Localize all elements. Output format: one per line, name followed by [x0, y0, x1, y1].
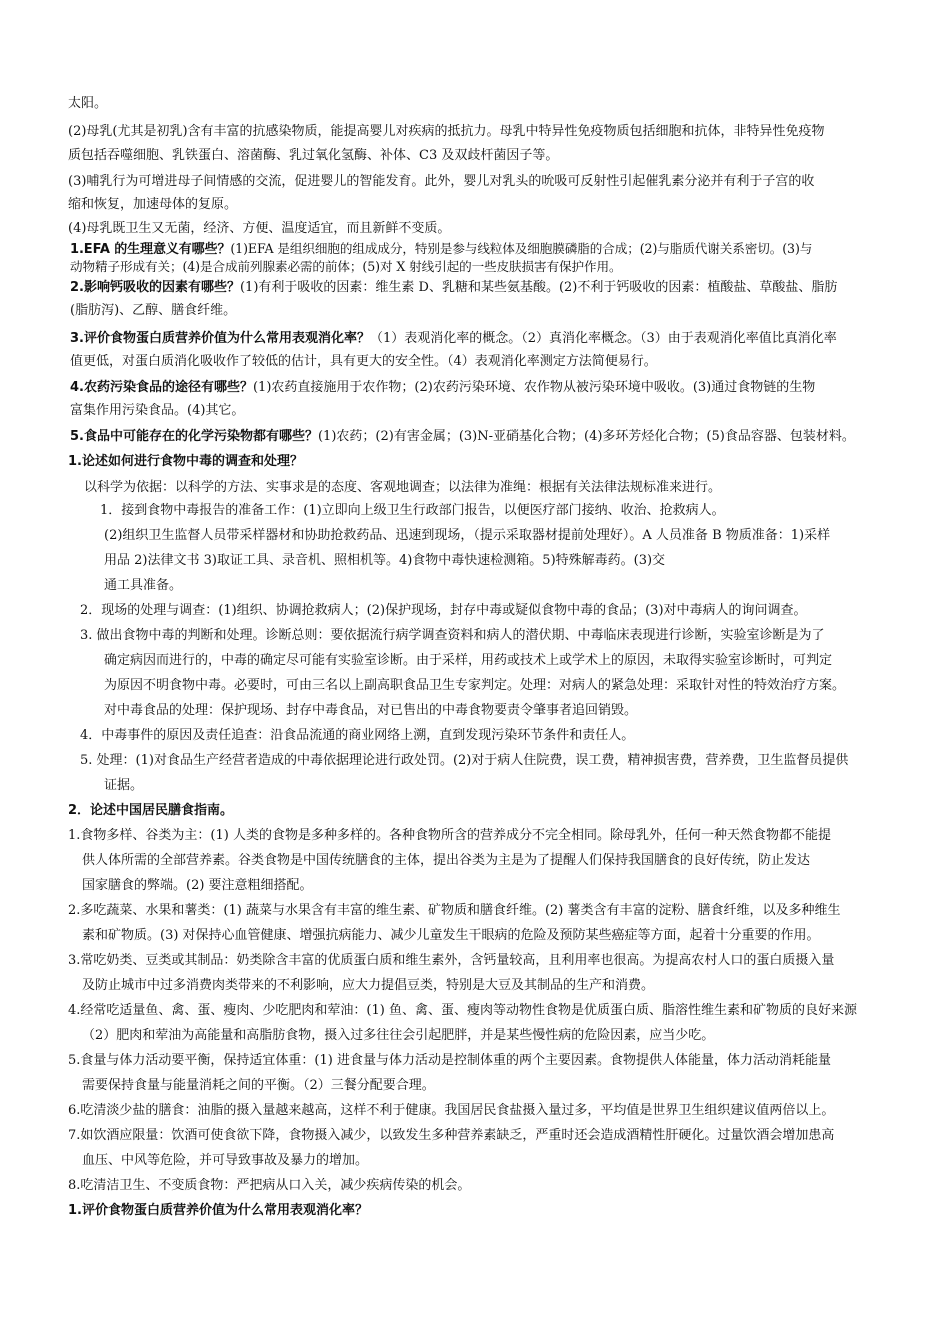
text-line: 确定病因而进行的，中毒的确定尽可能有实验室诊断。由于采样，用药或技术上或学术上的原因，未取得实验室诊断时，可判定	[104, 653, 833, 668]
text-line: 4．中毒事件的原因及责任追查：沿食品流通的商业网络上溯，直到发现污染环节条件和责任人。	[80, 728, 635, 743]
question-line	[70, 330, 837, 348]
text-line: 质包括吞噬细胞、乳铁蛋白、溶菌酶、乳过氧化氢酶、补体、C3 及双歧杆菌因子等。	[68, 148, 559, 163]
text-line: 证据。	[104, 778, 144, 793]
text-line: 4.经常吃适量鱼、禽、蛋、瘦肉、少吃肥肉和荤油：(1) 鱼、禽、蛋、瘦肉等动物性食物是优质蛋白质、脂溶性维生素和矿物质的良好来源	[68, 1003, 857, 1018]
text-line: (4)母乳既卫生又无菌，经济、方便、温度适宜，而且新鲜不变质。	[68, 221, 451, 236]
text-line: 2.多吃蔬菜、水果和薯类：(1) 蔬菜与水果含有丰富的维生素、矿物质和膳食纤维。(2) 薯类含有丰富的淀粉、膳食纤维，以及多种维生	[68, 903, 841, 918]
text-line: 富集作用污染食品。(4)其它。	[70, 403, 245, 418]
text-line: 血压、中风等危险，并可导致事故及暴力的增加。	[82, 1153, 369, 1168]
text-line: 6.吃清淡少盐的膳食：油脂的摄入量越来越高，这样不利于健康。我国居民食盐摄入量过多，平均值是世界卫生组织建议值两倍以上。	[68, 1103, 835, 1118]
question-heading: 4.农药污染食品的途径有哪些？	[70, 380, 253, 395]
text-line: (3)哺乳行为可增进母子间情感的交流，促进婴儿的智能发育。此外，婴儿对乳头的吮吸可反射性引起催乳素分泌并有利于子宫的收	[68, 174, 815, 189]
text-line: 为原因不明食物中毒。必要时，可由三名以上副高职食品卫生专家判定。处理：对病人的紧急处理：采取针对性的特效治疗方案。	[104, 678, 846, 693]
question-answer: (1)农药直接施用于农作物；(2)农药污染环境、农作物从被污染环境中吸收。(3)通过食物链的生物	[252, 380, 816, 395]
text-line: 素和矿物质。(3) 对保持心血管健康、增强抗病能力、减少儿童发生干眼病的危险及预防某些癌症等方面，起着十分重要的作用。	[82, 928, 820, 943]
text-line: 动物精子形成有关；(4)是合成前列腺素必需的前体；(5)对 X 射线引起的一些皮肤损害有保护作用。	[70, 259, 622, 274]
question-heading: 3.评价食物蛋白质营养价值为什么常用表观消化率？	[70, 331, 370, 346]
section-heading: 2．论述中国居民膳食指南。	[68, 803, 234, 818]
text-line: 8.吃清洁卫生、不变质食物：严把病从口入关，减少疾病传染的机会。	[68, 1178, 471, 1193]
text-line: 5. 处理：(1)对食品生产经营者造成的中毒依据理论进行政处罚。(2)对于病人住院费，误工费，精神损害费，营养费，卫生监督员提供	[80, 753, 849, 768]
question-heading: 1.EFA 的生理意义有哪些？	[70, 242, 231, 257]
text-line: 需要保持食量与能量消耗之间的平衡。（2）三餐分配要合理。	[82, 1078, 435, 1093]
text-line: 缩和恢复，加速母体的复原。	[68, 197, 238, 212]
question-heading: 2.影响钙吸收的因素有哪些？	[70, 280, 240, 295]
question-answer: (1)农药；(2)有害金属；(3)N-亚硝基化合物；(4)多环芳烃化合物；(5)食品容器、包装材料。	[317, 429, 855, 444]
question-heading: 5.食品中可能存在的化学污染物都有哪些？	[70, 429, 318, 444]
text-line: 及防止城市中过多消费肉类带来的不利影响，应大力提倡豆类，特别是大豆及其制品的生产和消费。	[82, 978, 655, 993]
text-line: 3. 做出食物中毒的判断和处理。诊断总则：要依据流行病学调查资料和病人的潜伏期、中毒临床表现进行诊断，实验室诊断是为了	[80, 628, 825, 643]
question-line	[70, 240, 812, 259]
section-heading: 1.论述如何进行食物中毒的调查和处理？	[68, 454, 303, 469]
section-heading: 1.评价食物蛋白质营养价值为什么常用表观消化率？	[68, 1203, 368, 1218]
text-line: （2）肥肉和荤油为高能量和高脂肪食物，摄入过多往往会引起肥胖，并是某些慢性病的危险因素，应当少吃。	[82, 1028, 715, 1043]
text-line: 1．接到食物中毒报告的准备工作：(1)立即向上级卫生行政部门报告，以便医疗部门接纳、收治、抢救病人。	[100, 503, 725, 518]
text-line: 1.食物多样、谷类为主：(1) 人类的食物是多种多样的。各种食物所含的营养成分不完全相同。除母乳外，任何一种天然食物都不能提	[68, 828, 831, 843]
text-line: 以科学为依据：以科学的方法、实事求是的态度、客观地调查；以法律为准绳：根据有关法律法规标准来进行。	[84, 480, 722, 495]
text-line: 太阳。	[68, 96, 108, 111]
text-line: 供人体所需的全部营养素。谷类食物是中国传统膳食的主体，提出谷类为主是为了提醒人们保持我国膳食的良好传统，防止发达	[82, 853, 811, 868]
text-line: 5.食量与体力活动要平衡，保持适宜体重：(1) 进食量与体力活动是控制体重的两个主要因素。食物提供人体能量，体力活动消耗能量	[68, 1053, 831, 1068]
question-answer: (1)有利于吸收的因素：维生素 D、乳糖和某些氨基酸。(2)不利于钙吸收的因素：植酸盐、草酸盐、脂肪	[239, 280, 838, 295]
text-line: 7.如饮酒应限量：饮酒可使食欲下降，食物摄入减少，以致发生多种营养素缺乏，严重时还会造成酒精性肝硬化。过量饮酒会增加患高	[68, 1128, 835, 1143]
question-line	[70, 279, 837, 297]
text-line: 对中毒食品的处理：保护现场、封存中毒食品，对已售出的中毒食物要责令肇事者追回销毁。	[104, 703, 638, 718]
text-line: 3.常吃奶类、豆类或其制品：奶类除含丰富的优质蛋白质和维生素外，含钙量较高，且利用率也很高。为提高农村人口的蛋白质摄入量	[68, 953, 835, 968]
text-line: 通工具准备。	[104, 578, 183, 593]
text-line: 国家膳食的弊端。(2) 要注意粗细搭配。	[82, 878, 313, 893]
text-line: 用品 2)法律文书 3)取证工具、录音机、照相机等。4)食物中毒快速检测箱。5)特殊解毒药。(3)交	[104, 553, 666, 568]
text-line: 值更低，对蛋白质消化吸收作了较低的估计，具有更大的安全性。（4）表观消化率测定方法简便易行。	[70, 354, 657, 369]
text-line: 2．现场的处理与调查：(1)组织、协调抢救病人；(2)保护现场，封存中毒或疑似食物中毒的食品；(3)对中毒病人的询问调查。	[80, 603, 807, 618]
text-line: (2)母乳(尤其是初乳)含有丰富的抗感染物质，能提高婴儿对疾病的抵抗力。母乳中特异性免疫物质包括细胞和抗体，非特异性免疫物	[68, 124, 825, 139]
text-line: (2)组织卫生监督人员带采样器材和协助抢救药品、迅速到现场，（提示采取器材提前处理好）。A 人员准备 B 物质准备：1)采样	[104, 528, 831, 543]
question-line	[70, 379, 815, 397]
question-answer: （1）表观消化率的概念。（2）真消化率概念。（3）由于表观消化率值比真消化率	[369, 331, 837, 346]
question-line	[70, 428, 855, 446]
question-answer: (1)EFA 是组织细胞的组成成分，特别是参与线粒体及细胞膜磷脂的合成；(2)与脂质代谢关系密切。(3)与	[230, 241, 813, 256]
text-line: (脂肪泻)、乙醇、膳食纤维。	[70, 303, 237, 318]
